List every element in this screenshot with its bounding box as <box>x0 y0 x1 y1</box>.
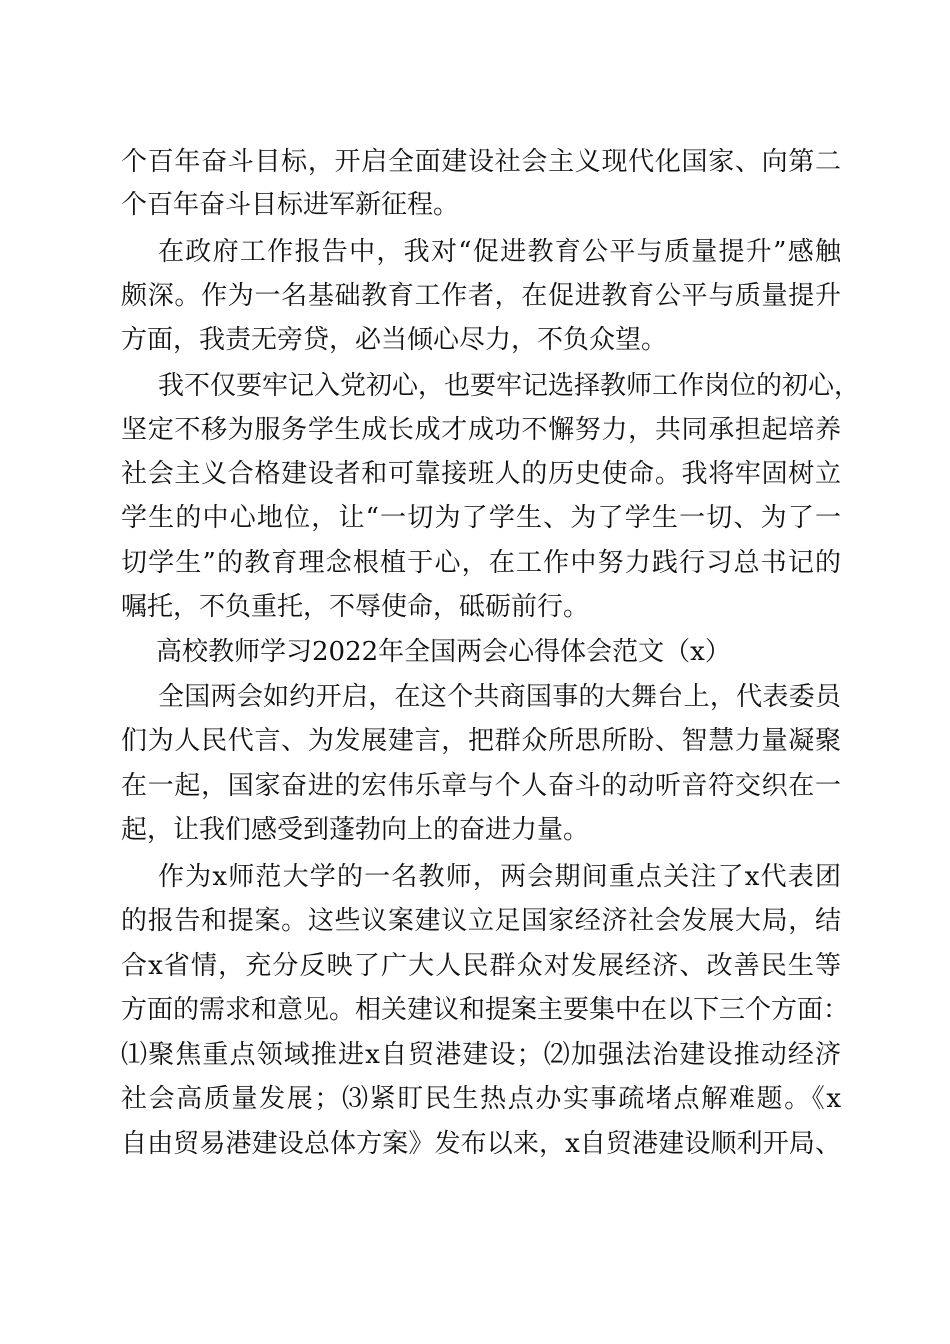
text-line: 学生的中心地位，让“一切为了学生、为了学生一切、为了一 <box>121 503 841 533</box>
text-line: 社会高质量发展；⑶紧盯民生热点办实事疏堵点解难题。《x <box>121 1084 841 1114</box>
text-line: 颇深。作为一名基础教育工作者，在促进教育公平与质量提升 <box>121 281 841 311</box>
text-line: 方面的需求和意见。相关建议和提案主要集中在以下三个方面： <box>121 995 850 1025</box>
text-line: ⑴聚焦重点领域推进x自贸港建设；⑵加强法治建设推动经济 <box>121 1040 841 1070</box>
text-line: 全国两会如约开启，在这个共商国事的大舞台上，代表委员 <box>158 682 841 712</box>
text-line: 方面，我责无旁贷，必当倾心尽力，不负众望。 <box>121 325 668 355</box>
text-line: 个百年奋斗目标，开启全面建设社会主义现代化国家、向第二 <box>121 147 841 177</box>
text-line: 作为x师范大学的一名教师，两会期间重点关注了x代表团 <box>158 862 841 892</box>
text-line: 的报告和提案。这些议案建议立足国家经济社会发展大局，结 <box>121 906 841 936</box>
text-line: 我不仅要牢记入党初心，也要牢记选择教师工作岗位的初心， <box>158 371 861 401</box>
text-line: 嘱托，不负重托，不辱使命，砥砺前行。 <box>121 592 590 622</box>
text-line: 起，让我们感受到蓬勃向上的奋进力量。 <box>121 815 590 845</box>
text-line: 们为人民代言、为发展建言，把群众所思所盼、智慧力量凝聚 <box>121 726 841 756</box>
text-line: 自由贸易港建设总体方案》发布以来，x自贸港建设顺利开局、 <box>121 1129 841 1159</box>
section-title: 高校教师学习2022年全国两会心得体会范文（x） <box>156 637 731 667</box>
text-line: 坚定不移为服务学生成长成才成功不懈努力，共同承担起培养 <box>121 415 841 445</box>
text-line: 个百年奋斗目标进军新征程。 <box>121 190 460 220</box>
text-line: 合x省情，充分反映了广大人民群众对发展经济、改善民生等 <box>121 951 841 981</box>
text-line: 在政府工作报告中，我对“促进教育公平与质量提升”感触 <box>158 237 841 267</box>
text-line: 切学生”的教育理念根植于心，在工作中努力践行习总书记的 <box>121 548 841 578</box>
text-line: 社会主义合格建设者和可靠接班人的历史使命。我将牢固树立 <box>121 459 841 489</box>
text-line: 在一起，国家奋进的宏伟乐章与个人奋斗的动听音符交织在一 <box>121 771 841 801</box>
